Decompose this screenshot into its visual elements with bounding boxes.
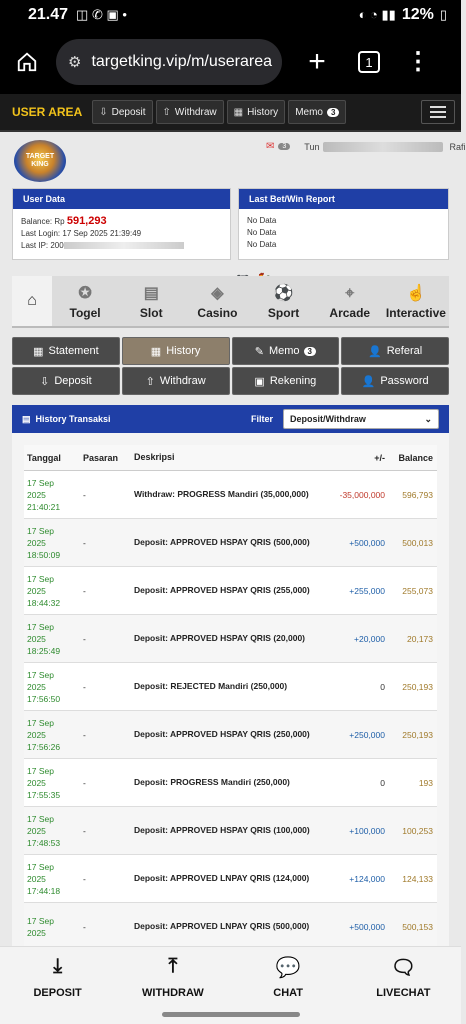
nav-memo-label: Memo (295, 106, 323, 118)
date-part: 21:40:21 (27, 501, 61, 512)
date-part: 17 Sep (27, 669, 54, 680)
date-part: 2025 (27, 633, 46, 644)
tab-count: 1 (365, 54, 373, 70)
gesture-home-bar[interactable] (162, 1012, 300, 1017)
last-bet-line: No Data (247, 216, 277, 225)
memo-button[interactable] (232, 337, 340, 365)
col-balance: Balance (398, 452, 433, 463)
crosshair-icon: ⌖ (345, 285, 355, 302)
user-icon: 👤 (361, 375, 376, 388)
table-row (24, 519, 437, 567)
nav-deposit-button[interactable] (92, 100, 152, 124)
last-bet-title: Last Bet/Win Report (239, 189, 448, 209)
col-amount: +/- (374, 452, 385, 463)
cell-date (24, 525, 79, 561)
tab-label: Togel (69, 306, 101, 320)
cell-date (24, 669, 79, 705)
memo-count-badge: 3 (327, 108, 339, 117)
bottom-label: DEPOSIT (33, 987, 82, 999)
cell-date (24, 477, 79, 513)
tab-arcade[interactable] (317, 276, 383, 326)
status-time: 21.47 (28, 6, 69, 23)
user-area-title: USER AREA (12, 105, 83, 119)
date-part: 17 Sep (27, 861, 54, 872)
date-part: 2025 (27, 777, 46, 788)
cell-balance: 250,193 (402, 729, 433, 740)
cell-description: Deposit: APPROVED LNPAY QRIS (124,000) (134, 873, 310, 883)
filter-label: Filter (250, 414, 273, 424)
category-tabs (12, 276, 449, 328)
username-redacted (323, 142, 443, 152)
cell-amount: +250,000 (349, 729, 385, 740)
date-part: 2025 (27, 873, 46, 884)
bottom-label: WITHDRAW (142, 987, 204, 999)
cell-date (24, 621, 79, 657)
cell-balance: 193 (418, 777, 433, 788)
user-icon: 👤 (368, 345, 382, 358)
cell-date (24, 915, 79, 939)
date-part: 2025 (27, 489, 46, 500)
browser-toolbar (0, 30, 461, 94)
withdraw-icon: ⇧ (145, 375, 155, 388)
date-part: 17 Sep (27, 765, 54, 776)
battery-icon: ▯ (439, 7, 447, 22)
table-row (24, 567, 437, 615)
statement-button[interactable] (12, 337, 120, 365)
table-row (24, 711, 437, 759)
balance-line (21, 215, 222, 228)
browser-home-button[interactable] (10, 45, 44, 79)
table-row (24, 759, 437, 807)
history-button[interactable] (122, 337, 230, 365)
date-part: 17:48:53 (27, 837, 61, 848)
tab-home[interactable] (12, 276, 52, 326)
history-header (12, 405, 449, 433)
cell-amount: +124,000 (349, 873, 385, 884)
cell-balance: 20,173 (407, 633, 433, 644)
calendar-icon: ▦ (233, 106, 244, 118)
history-table (24, 445, 437, 951)
calendar-icon: ▦ (33, 345, 44, 358)
chat-bubble-icon: 💬 (275, 957, 301, 979)
table-row (24, 855, 437, 903)
table-row (24, 615, 437, 663)
cell-description: Withdraw: PROGRESS Mandiri (35,000,000) (134, 489, 309, 499)
table-row (24, 807, 437, 855)
last-ip: Last IP: 200 (21, 241, 64, 250)
download-tray-icon: ⤓ (53, 955, 63, 977)
date-part: 17:55:35 (27, 789, 61, 800)
deposit-icon: ⇩ (99, 106, 108, 118)
dice-icon: ◈ (211, 285, 224, 302)
cell-description: Deposit: APPROVED HSPAY QRIS (500,000) (134, 537, 310, 547)
browser-menu-button[interactable]: ⋮ (406, 48, 430, 75)
tab-interactive[interactable] (383, 276, 449, 326)
tab-casino[interactable] (184, 276, 250, 326)
date-part: 2025 (27, 585, 46, 596)
date-part: 17:56:26 (27, 741, 61, 752)
last-bet-line: No Data (247, 240, 277, 249)
site-settings-icon[interactable]: ⚙ (68, 54, 82, 71)
home-icon: ⌂ (27, 292, 37, 309)
rekening-button[interactable] (232, 367, 340, 395)
cell-pasaran: - (83, 585, 86, 596)
referal-button[interactable] (341, 337, 449, 365)
date-part: 17 Sep (27, 525, 54, 536)
url-text: targetking.vip/m/userarea (91, 53, 272, 70)
date-part: 2025 (27, 681, 46, 692)
action-label: Password (380, 375, 429, 387)
tab-slot[interactable] (118, 276, 184, 326)
filter-value: Deposit/Withdraw (290, 414, 366, 424)
new-tab-button[interactable]: + (308, 45, 326, 78)
username-suffix: Rafi (449, 141, 466, 152)
action-label: Deposit (54, 375, 92, 387)
hamburger-menu-button[interactable] (421, 100, 455, 124)
slot-machine-icon: ▤ (143, 285, 159, 302)
last-bet-panel (238, 188, 449, 260)
address-bar[interactable] (56, 39, 282, 85)
action-label: Referal (386, 345, 423, 357)
cell-date (24, 765, 79, 801)
cell-date (24, 813, 79, 849)
cell-balance: 255,073 (402, 585, 433, 596)
date-part: 17 Sep (27, 573, 54, 584)
chevron-down-icon: ⌄ (424, 413, 432, 424)
last-bet-line: No Data (247, 228, 277, 237)
cell-balance: 250,193 (402, 681, 433, 692)
date-part: 2025 (27, 729, 46, 740)
cell-amount: 0 (380, 777, 385, 788)
tab-switcher-button[interactable] (358, 51, 380, 73)
table-header (24, 445, 437, 471)
cell-balance: 500,013 (402, 537, 433, 548)
username-prefix: Tun (304, 141, 320, 152)
col-pasaran: Pasaran (83, 452, 119, 463)
date-part: 18:25:49 (27, 645, 61, 656)
balance-value: 591,293 (66, 215, 107, 227)
ip-redacted (64, 242, 184, 249)
edit-icon: ✎ (254, 345, 264, 358)
home-icon (16, 51, 38, 73)
cell-balance: 100,253 (402, 825, 433, 836)
list-icon: ▤ (22, 413, 31, 424)
date-part: 17 Sep (27, 477, 54, 488)
action-label: Statement (48, 345, 99, 357)
cell-pasaran: - (83, 633, 86, 644)
history-title: History Transaksi (35, 414, 111, 424)
action-label: Withdraw (159, 375, 206, 387)
bottom-deposit-button[interactable] (0, 947, 115, 1024)
cell-description: Deposit: APPROVED HSPAY QRIS (100,000) (134, 825, 310, 835)
upload-tray-icon: ⤒ (168, 955, 178, 977)
cell-pasaran: - (83, 489, 86, 500)
bottom-label: CHAT (273, 987, 303, 999)
cell-amount: -35,000,000 (339, 489, 385, 500)
tab-label: Arcade (329, 306, 371, 320)
tab-label: Slot (139, 306, 163, 320)
cell-pasaran: - (83, 537, 86, 548)
date-part: 17:44:18 (27, 885, 61, 896)
date-part: 17 Sep (27, 621, 54, 632)
cell-pasaran: - (83, 873, 86, 884)
cell-amount: 0 (380, 681, 385, 692)
livechat-icon: 🗨 (390, 957, 417, 979)
lottery-ball-icon: ✪ (78, 285, 92, 302)
password-button[interactable] (341, 367, 449, 395)
cell-amount: +20,000 (354, 633, 385, 644)
nav-withdraw-button[interactable] (156, 100, 224, 124)
date-part: 18:44:32 (27, 597, 61, 608)
action-label: Memo (268, 345, 300, 357)
nav-history-button[interactable] (227, 100, 286, 124)
cell-balance: 124,133 (402, 873, 433, 884)
action-label: Rekening (269, 375, 317, 387)
mail-count-badge: 3 (278, 143, 290, 150)
soccer-ball-icon: ⚽ (273, 285, 294, 302)
cell-date (24, 861, 79, 897)
tab-label: Casino (197, 306, 238, 320)
table-row (24, 663, 437, 711)
calendar-icon: ▦ (150, 345, 162, 358)
site-logo[interactable]: TARGET KING (14, 140, 66, 182)
cell-balance: 500,153 (402, 921, 433, 932)
tab-sport[interactable] (251, 276, 317, 326)
date-part: 17:56:50 (27, 693, 61, 704)
nav-history-label: History (247, 106, 279, 118)
cell-pasaran: - (83, 921, 86, 932)
cell-amount: +100,000 (349, 825, 385, 836)
table-body (24, 471, 437, 951)
table-row (24, 471, 437, 519)
bottom-livechat-button[interactable] (346, 947, 461, 1024)
cell-balance: 596,793 (402, 489, 433, 500)
nav-withdraw-label: Withdraw (174, 106, 217, 118)
status-notification-icons: ◫ ✆ ▣ • (76, 7, 127, 22)
history-section (12, 405, 449, 965)
cell-date (24, 717, 79, 753)
deposit-icon: ⇩ (40, 375, 50, 388)
cell-description: Deposit: APPROVED HSPAY QRIS (20,000) (134, 633, 305, 643)
user-data-panel (12, 188, 231, 260)
nav-memo-button[interactable] (288, 100, 346, 124)
cell-description: Deposit: PROGRESS Mandiri (250,000) (134, 777, 290, 787)
date-part: 18:50:09 (27, 549, 61, 560)
tab-label: Interactive (385, 306, 446, 320)
cell-description: Deposit: REJECTED Mandiri (250,000) (134, 681, 288, 691)
date-part: 17 Sep (27, 813, 54, 824)
user-data-title: User Data (13, 189, 230, 209)
withdraw-icon: ⇧ (162, 106, 171, 118)
date-part: 17 Sep (27, 717, 54, 728)
col-tanggal: Tanggal (27, 452, 61, 463)
cell-description: Deposit: APPROVED LNPAY QRIS (500,000) (134, 921, 310, 931)
cell-amount: +500,000 (349, 921, 385, 932)
bank-icon: ▣ (254, 375, 265, 388)
tab-togel[interactable] (52, 276, 118, 326)
account-action-grid (12, 337, 449, 395)
date-part: 2025 (27, 537, 46, 548)
cell-amount: +500,000 (349, 537, 385, 548)
tab-label: Sport (267, 306, 300, 320)
signal-icons: ◐ ◔ ▮▮ (358, 7, 396, 22)
memo-badge: 3 (304, 347, 316, 356)
withdraw-button[interactable] (122, 367, 230, 395)
nav-deposit-label: Deposit (111, 106, 146, 118)
filter-select[interactable] (283, 409, 439, 429)
status-bar (0, 0, 461, 30)
top-navigation (0, 94, 461, 132)
date-part: 2025 (27, 825, 46, 836)
date-part: 17 Sep (27, 915, 54, 926)
cell-date (24, 573, 79, 609)
cell-pasaran: - (83, 777, 86, 788)
cell-pasaran: - (83, 681, 86, 692)
deposit-button[interactable] (12, 367, 120, 395)
touch-icon: ☝ (405, 285, 426, 302)
battery-percent: 12% (401, 6, 434, 23)
cell-pasaran: - (83, 729, 86, 740)
col-deskripsi: Deskripsi (134, 452, 175, 462)
last-login: Last Login: 17 Sep 2025 21:39:49 (21, 229, 142, 238)
bottom-label: LIVECHAT (376, 987, 431, 999)
balance-label: Balance: Rp (21, 217, 65, 226)
action-label: History (166, 345, 201, 357)
user-info-row (266, 141, 466, 152)
mail-icon[interactable]: ✉ (266, 141, 275, 152)
cell-description: Deposit: APPROVED HSPAY QRIS (250,000) (134, 729, 310, 739)
date-part: 2025 (27, 927, 46, 938)
cell-description: Deposit: APPROVED HSPAY QRIS (255,000) (134, 585, 310, 595)
last-ip-line (21, 240, 222, 252)
cell-amount: +255,000 (349, 585, 385, 596)
cell-pasaran: - (83, 825, 86, 836)
table-row (24, 903, 437, 951)
